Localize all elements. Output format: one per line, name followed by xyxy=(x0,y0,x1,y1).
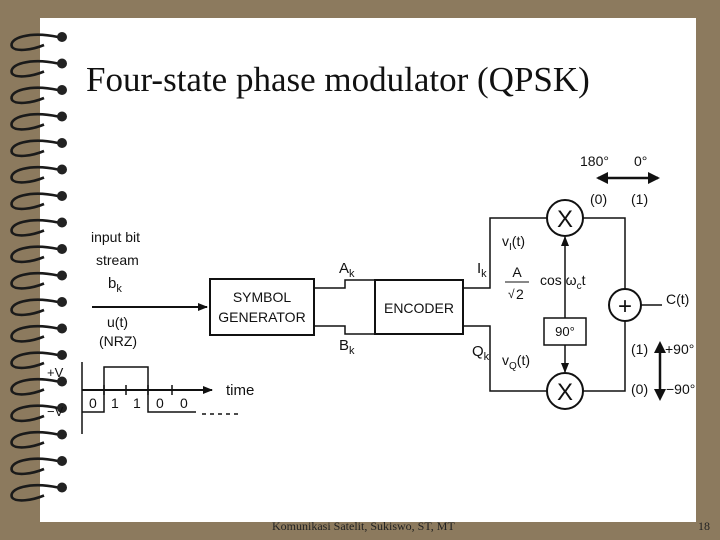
q-multiplier-symbol: X xyxy=(556,379,574,406)
bit-label: 1 xyxy=(111,395,119,411)
i-bit-0: (0) xyxy=(590,191,608,207)
amplitude-numerator: A xyxy=(512,264,522,280)
encoder-label: ENCODER xyxy=(383,300,455,316)
qk-label: $Q_k$ xyxy=(472,343,490,363)
plus-v-label: +V xyxy=(47,365,64,380)
input-label-line2: stream xyxy=(96,252,139,268)
footer-text: Komunikasi Satelit, Sukiswo, ST, MT xyxy=(272,519,455,533)
q-phase-plus90: +90° xyxy=(665,341,695,357)
ik-label: $I_k$ xyxy=(477,260,487,280)
bit-label: 0 xyxy=(156,395,164,411)
time-label: time xyxy=(226,382,255,399)
ik-line xyxy=(463,218,547,288)
i-multiplier-symbol: X xyxy=(556,206,574,233)
minus-v-label: −V xyxy=(47,404,64,419)
i-phase-180: 180° xyxy=(580,153,609,169)
symbol-generator-block xyxy=(210,279,314,335)
input-symbol-bk: $b_k$ xyxy=(108,275,122,295)
bit-label: 1 xyxy=(133,395,141,411)
i-bit-1: (1) xyxy=(631,191,649,207)
q-to-summer-line xyxy=(583,321,625,391)
ak-line xyxy=(314,280,375,288)
i-to-summer-line xyxy=(583,218,625,289)
vi-label: $v_I(t)$ xyxy=(502,233,525,253)
summer-symbol: + xyxy=(617,293,633,320)
sqrt-icon: √ xyxy=(508,287,515,301)
input-label-line1: input bit xyxy=(91,229,141,245)
vertical-double-arrow-icon xyxy=(654,341,666,401)
bit-label: 0 xyxy=(89,395,97,411)
q-bit-0: (0) xyxy=(631,381,649,397)
ak-label: $A_k$ xyxy=(339,260,355,280)
q-bit-1: (1) xyxy=(631,341,649,357)
page-number: 18 xyxy=(698,519,710,533)
phase-shifter-label: 90° xyxy=(555,324,575,339)
q-phase-minus90: −90° xyxy=(666,381,696,397)
symbol-generator-label-2: GENERATOR xyxy=(218,309,306,325)
carrier-label: $\cos \omega_ct$ xyxy=(540,272,586,292)
vq-label: $v_Q(t)$ xyxy=(502,352,530,372)
symbol-generator-label-1: SYMBOL xyxy=(232,289,292,305)
amplitude-denominator: 2 xyxy=(516,286,524,302)
nrz-label: (NRZ) xyxy=(99,333,138,349)
bk-line xyxy=(314,326,375,334)
bit-label: 0 xyxy=(180,395,188,411)
slide-title: Four-state phase modulator (QPSK) xyxy=(86,60,590,99)
ut-label: u(t) xyxy=(107,314,128,330)
output-label: C(t) xyxy=(666,291,690,307)
double-arrow-icon xyxy=(596,172,660,184)
i-phase-0: 0° xyxy=(634,153,648,169)
bk-label: $B_k$ xyxy=(339,337,355,357)
